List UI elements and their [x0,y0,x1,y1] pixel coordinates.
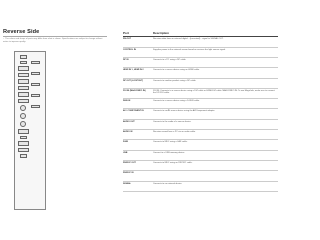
port-name-cell: DP OUT (LOOPOUT) [123,78,153,88]
port-audio-out-icon [20,113,26,119]
table-row [123,119,278,129]
port-description-cell: Connects to the audio of a source device. [153,119,278,129]
port-rs-out-icon [20,55,27,59]
table-row [123,181,278,191]
port-rs232c-in-icon [18,148,29,152]
port-hdmi-2-icon [18,79,29,83]
port-description-cell: Connects to another product using a DP cable. [153,78,278,88]
table-row [123,150,278,160]
port-name-cell: DP IN [123,57,153,67]
port-description-cell: Connects to a PC using a DP cable. [153,57,278,67]
port-description-cell: Connects to a source device using a D-SUB cable. [153,99,278,109]
port-aux-1-icon [31,61,40,64]
port-description-cell: Connects to a source device using an HDMI cable. [153,68,278,78]
port-aux-3-icon [31,83,40,86]
note-bullet-icon: – [3,38,5,40]
rear-panel-illustration [14,51,46,210]
port-aux-5-icon [31,105,40,108]
port-name-cell: RS232C IN [123,171,153,181]
table-row [123,109,278,119]
port-rj45-icon [18,129,29,133]
table-row [123,130,278,140]
port-column-left [18,55,29,158]
port-audio-in-icon [20,121,26,127]
port-description-cell: Connects to MDC using an RS232C cable. [153,160,278,170]
port-rgb-in-icon [18,99,29,103]
port-name-cell: RS232C OUT [123,160,153,170]
table-row [123,68,278,78]
port-usb-icon [20,136,27,140]
port-control-in-icon [20,61,27,65]
port-name-cell: RJ45 [123,140,153,150]
port-aux-2-icon [31,72,40,75]
port-column-right [31,61,41,108]
port-name-cell: CONTROL IN [123,47,153,57]
port-name-cell: AUDIO OUT [123,119,153,129]
note-body: The colour and shape of parts may differ from what is shown. Specifications are subject to change without notice to improve quality. [3,38,103,43]
table-row [123,57,278,67]
port-aux-4-icon [31,94,40,97]
port-name-cell: DVI IN (MAGICINFO IN) [123,88,153,98]
port-name-cell: AV / COMPONENT IN [123,109,153,119]
port-description-cell: Supplies power to the external sensor board or receives the light sensor signal. [153,47,278,57]
table-row [123,37,278,47]
table-row [123,88,278,98]
port-description-cell [153,171,278,181]
port-name-cell: HDMI IN 1, HDMI IN 2 [123,68,153,78]
port-name-cell: RGB IN [123,99,153,109]
port-description-cell: DVI IN: Connects to a source device using a DVI cable or HDMI-DVI cable. MAGICINFO IN: To use MagicInfo, make sure to connect the DP-DVI cable. [153,88,278,98]
table-row [123,99,278,109]
column-header-description: Description [153,30,278,37]
column-header-port: Port [123,30,153,37]
port-hdmi-1-icon [18,73,29,77]
table-row [123,160,278,170]
port-name-cell: USB [123,150,153,160]
port-description-cell: Connects to an external device. [153,181,278,191]
title-divider [3,36,107,37]
port-dp-in-icon [18,66,29,70]
port-av-component-icon [20,105,26,111]
table-row [123,140,278,150]
port-rs232c-out-icon [18,141,29,145]
port-table [123,30,278,192]
port-name-cell: AUDIO IN [123,130,153,140]
note-text [3,38,107,43]
port-dp-out-icon [18,86,29,90]
table-row [123,171,278,181]
port-description-cell: Receives data from an external digital ...[truncated]... signal to SIGNAL OUT. [153,37,278,47]
port-dvi-in-icon [18,92,29,96]
port-description-cell: Receives sound from a PC via an audio cable. [153,130,278,140]
port-name-cell: RS-OUT [123,37,153,47]
port-description-cell: Connect to a USB memory device. [153,150,278,160]
port-description-cell: Connects to an AV source device using the AV/Component adapter. [153,109,278,119]
page-title: Reverse Side [3,29,40,35]
table-header-row [123,30,278,37]
port-name-cell: SIGNAL [123,181,153,191]
port-signal-icon [20,154,27,158]
table-row [123,47,278,57]
table-row [123,78,278,88]
port-description-cell: Connects to MDC using a LAN cable. [153,140,278,150]
